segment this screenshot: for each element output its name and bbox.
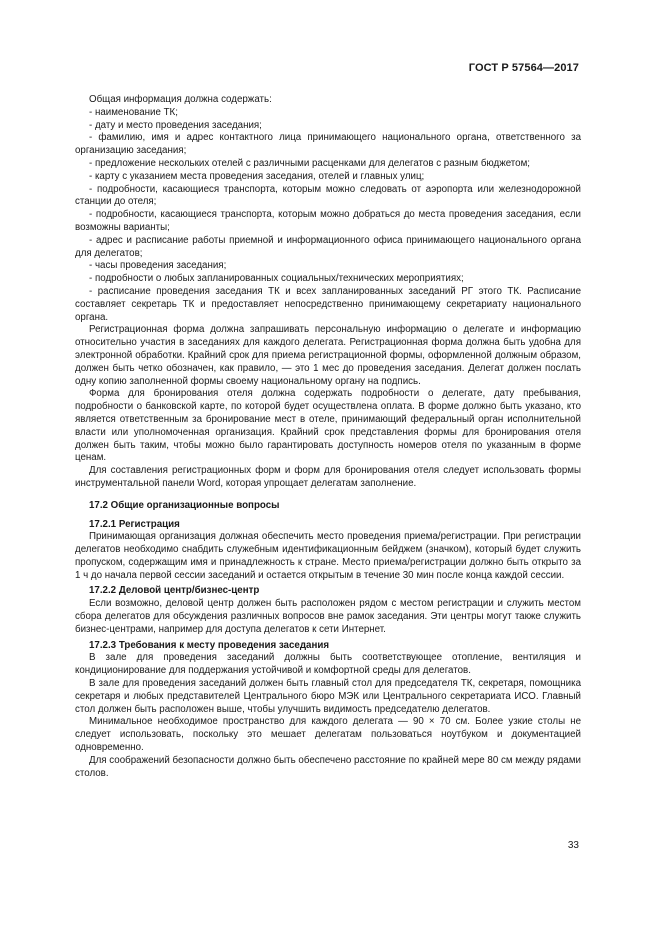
list-item: - предложение нескольких отелей с различными расценками для делегатов с разным бюджетом; [89, 157, 531, 169]
list-item: - подробности, касающиеся транспорта, которым можно следовать от аэропорта или железнодорожной станции до отеля; [75, 183, 581, 208]
subsection-heading-17-2-3: 17.2.3 Требования к месту проведения заседания [89, 639, 330, 651]
intro-text: Общая информация должна содержать: [89, 94, 272, 105]
page-content [75, 94, 581, 780]
paragraph-17-2-3-a: В зале для проведения заседаний должны быть соответствующее отопление, вентиляция и кондиционирование для поддержания устойчивой и комфортной среды для делегатов. [75, 652, 581, 677]
paragraph-word-forms: Для составления регистрационных форм и форм для бронирования отеля следует использовать формы инструментальной панели Word, которая упрощает делегатам заполнение. [75, 465, 581, 489]
list-item: - подробности о любых запланированных социальных/технических мероприятиях; [89, 273, 464, 285]
list-item: - часы проведения заседания; [89, 260, 227, 272]
list-item: - наименование ТК; [89, 106, 178, 118]
subsection-heading-17-2-2: 17.2.2 Деловой центр/бизнес-центр [89, 585, 260, 597]
section-heading-17-2: 17.2 Общие организационные вопросы [89, 499, 280, 511]
paragraph-17-2-3-c: Минимальное необходимое пространство для каждого делегата — 90 × 70 см. Более узкие столы не следует использовать, поскольку это мешает делегатам пользоваться ноутбуком и документацией одновременно. [75, 716, 581, 754]
paragraph-17-2-3-d: Для соображений безопасности должно быть обеспечено расстояние по крайней мере 80 см между рядами столов. [75, 754, 581, 779]
paragraph-17-2-2: Если возможно, деловой центр должен быть расположен рядом с местом регистрации и служить местом сбора делегатов для обсуждения различных вопросов вне рамок заседания. Эти центры могут также служить бизнес-центрами, например для доступа делегатов к сети Интернет. [75, 598, 581, 635]
page-number: 33 [567, 840, 579, 851]
standard-code: ГОСТ Р 57564—2017 [468, 62, 579, 74]
paragraph-17-2-1: Принимающая организация должная обеспечить место проведения приема/регистрации. При регистрации делегатов необходимо снабдить служебным идентификационным бейджем (значком), который будет служить пропуском, содержащим имя и принадлежность к стране. Место приема/регистрации должно быть открыто за 1 ч до начала первой сессии заседаний и остается открытым в течение 30 мин после конца каждой сессии. [75, 531, 581, 581]
list-item: - адрес и расписание работы приемной и информационного офиса принимающего национального органа для делегатов; [75, 234, 581, 259]
paragraph-17-2-3-b: В зале для проведения заседаний должен быть главный стол для председателя ТК, секретаря, помощника секретаря и любых представителей Центрального бюро МЭК или Центрального секретариата ИСО. Главный стол должен быть расположен выше, чтобы улучшить видимость председателю делегатов. [75, 678, 581, 715]
paragraph-hotel-form: Форма для бронирования отеля должна содержать подробности о делегате, дату пребывания, подробности о банковской карте, по которой будет осуществлена оплата. В форме должно быть указано, кто является ответственным за бронирование мест в отеле, принимающий федеральный орган исполнительной власти или уполномоченная организация. Крайний срок представления формы для бронирования отеля должен быть таким, чтобы можно было гарантировать доступность номеров отеля по указанным в форме ценам. [75, 388, 581, 464]
list-item: - карту с указанием места проведения заседания, отелей и главных улиц; [89, 170, 425, 182]
list-item: - фамилию, имя и адрес контактного лица принимающего национального органа, ответственного за организацию заседания; [75, 132, 581, 157]
list-item: - расписание проведения заседания ТК и всех запланированных заседаний РГ этого ТК. Расписание составляет секретарь ТК и предоставляет непосредственно принимающему секретариату национального органа. [75, 285, 581, 323]
list-item: - подробности, касающиеся транспорта, которым можно добраться до места проведения заседания, если возможны варианты; [75, 209, 581, 233]
paragraph-registration-form: Регистрационная форма должна запрашивать персональную информацию о делегате и информацию относительно участия в заседаниях для каждого делегата. Регистрационная форма должна быть удобна для электронной обработки. Крайний срок для приема регистрационной формы, оформленной должным образом, должен быть четко обозначен, как правило, — это 1 мес до проведения заседания. Делегат должен послать одну копию заполненной формы своему национальному органу на подпись. [75, 324, 581, 387]
subsection-heading-17-2-1: 17.2.1 Регистрация [89, 518, 180, 530]
list-item: - дату и место проведения заседания; [89, 119, 262, 131]
